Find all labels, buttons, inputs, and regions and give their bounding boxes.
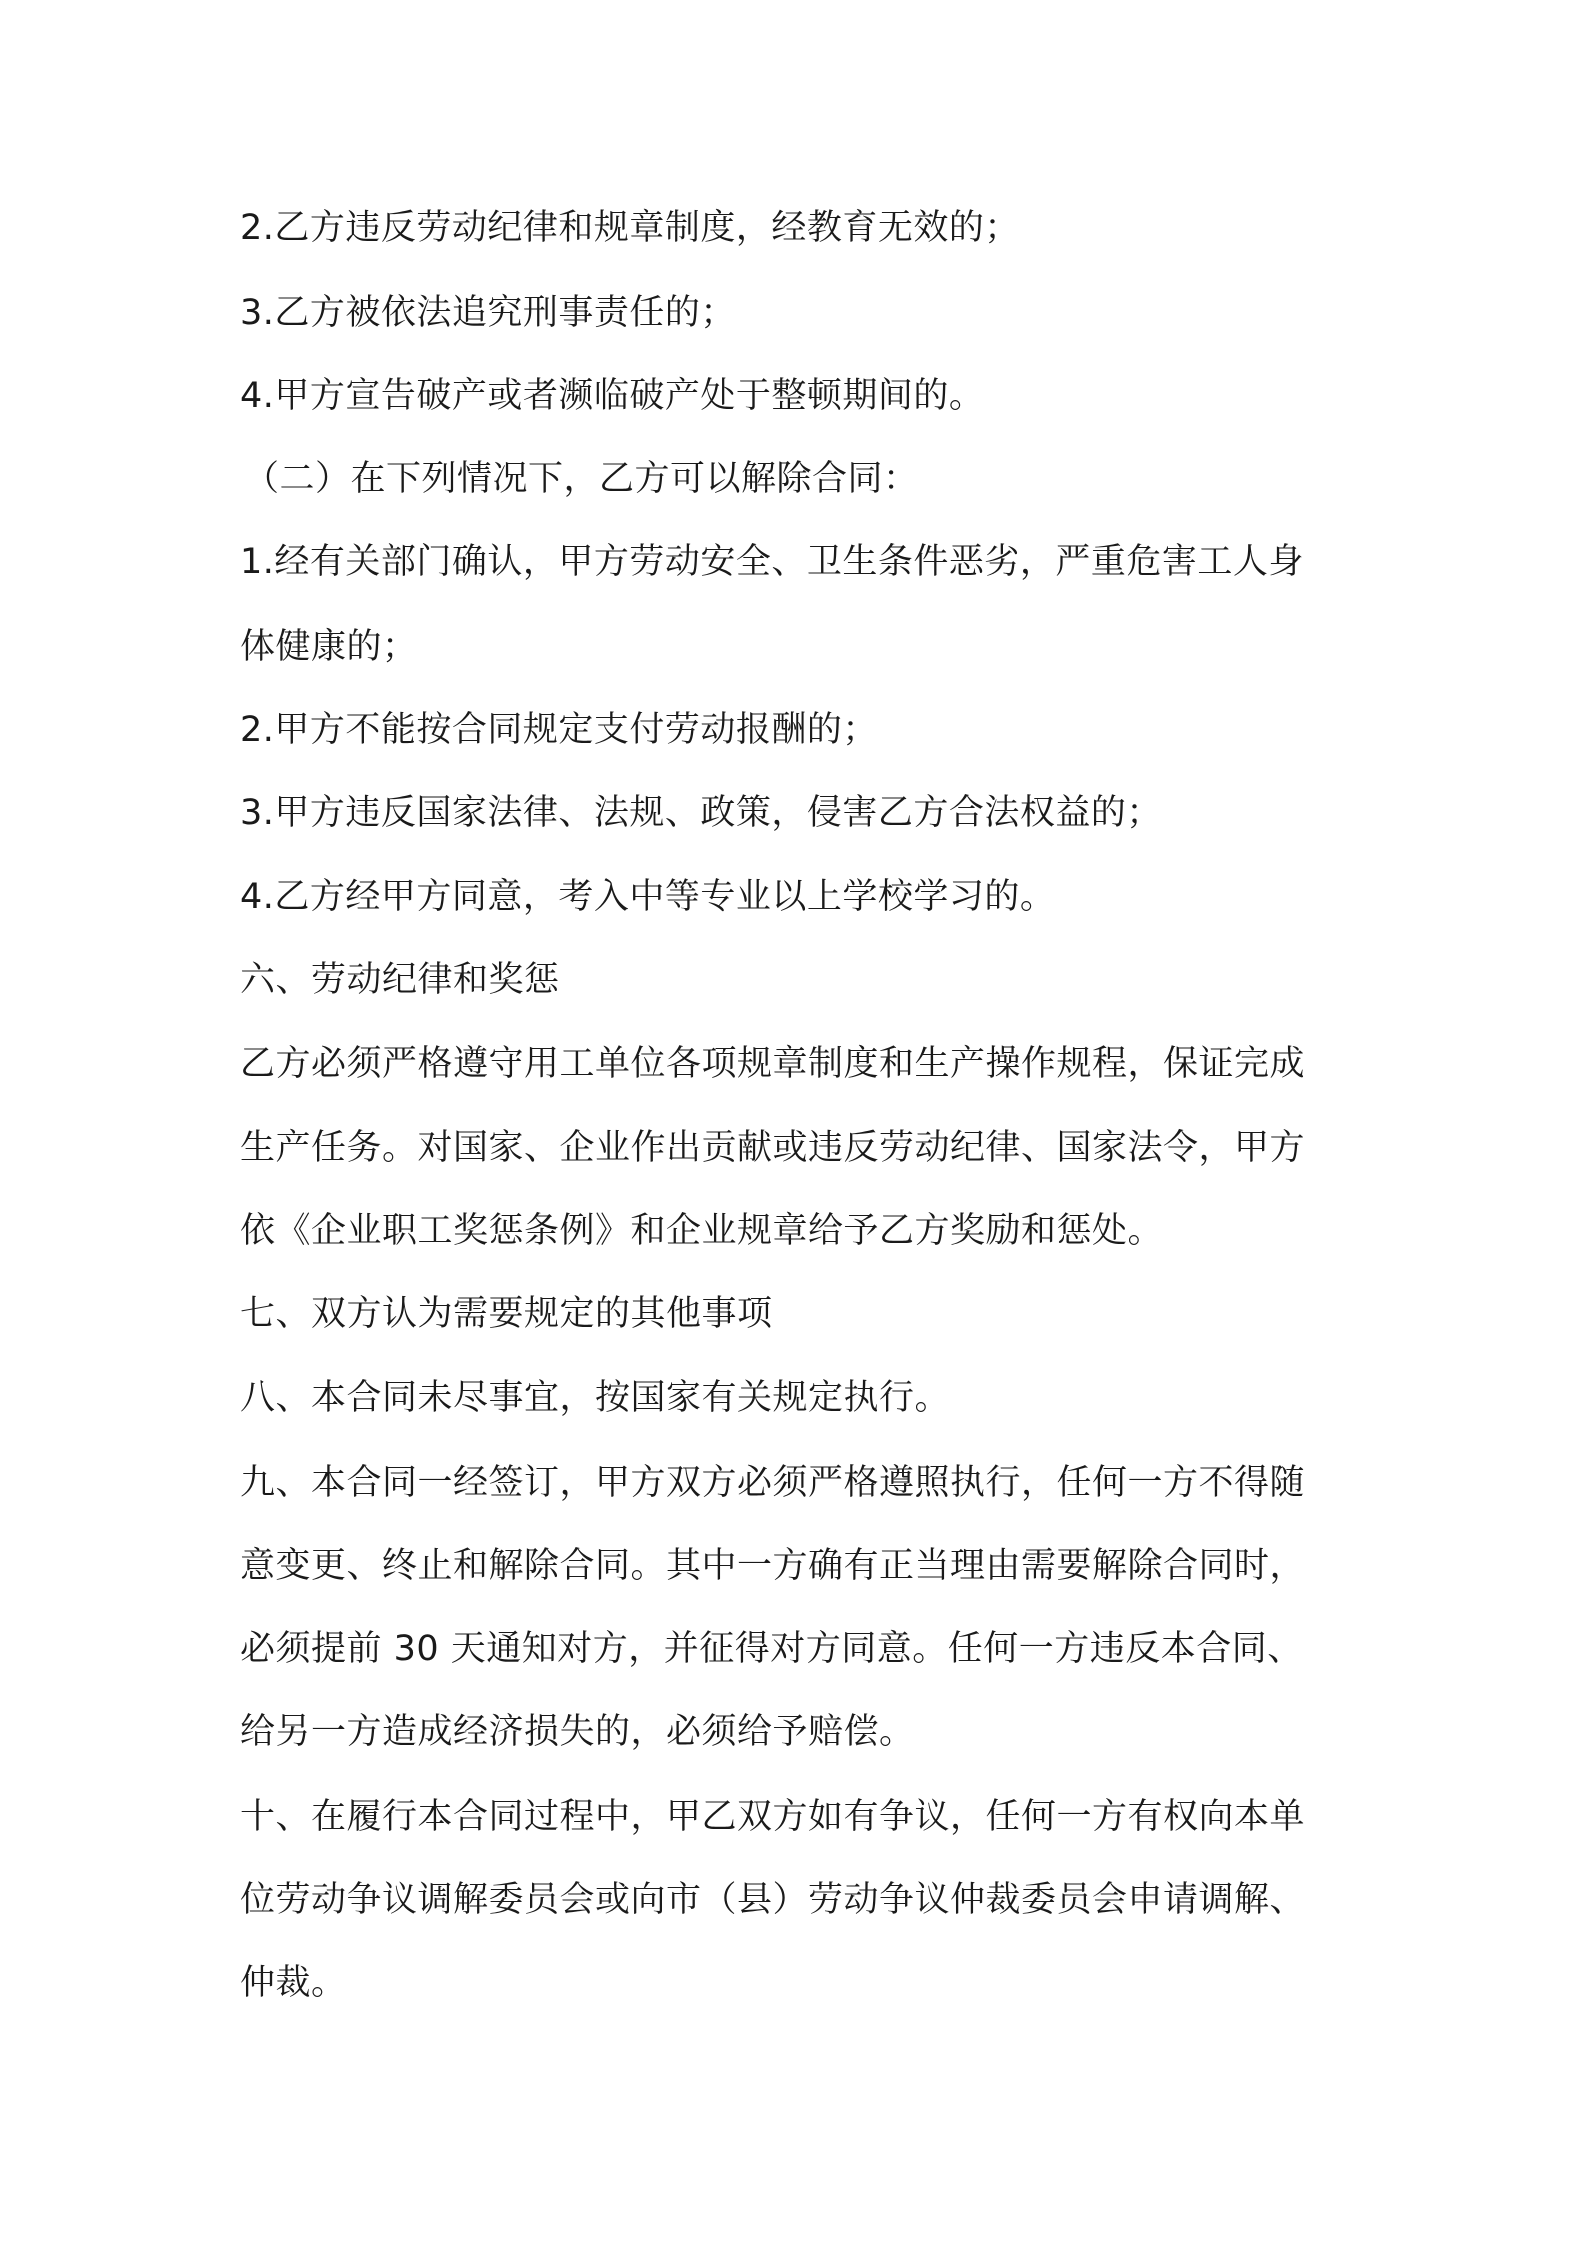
text-line: 依《企业职工奖惩条例》和企业规章给予乙方奖励和惩处。 bbox=[240, 1211, 1164, 1251]
text-line: 给另一方造成经济损失的，必须给予赔偿。 bbox=[240, 1712, 915, 1752]
section-heading: 八、本合同未尽事宜，按国家有关规定执行。 bbox=[240, 1378, 951, 1418]
text-line: 必须提前 30 天通知对方，并征得对方同意。任何一方违反本合同、 bbox=[240, 1629, 1303, 1669]
text-line: （二）在下列情况下，乙方可以解除合同： bbox=[244, 459, 919, 499]
text-line: 仲裁。 bbox=[240, 1963, 347, 2003]
text-line: 十、在履行本合同过程中，甲乙双方如有争议，任何一方有权向本单 bbox=[240, 1797, 1306, 1837]
text-line: 4.甲方宣告破产或者濒临破产处于整顿期间的。 bbox=[240, 376, 985, 416]
text-line: 2.甲方不能按合同规定支付劳动报酬的； bbox=[240, 710, 878, 750]
text-line: 九、本合同一经签订，甲方双方必须严格遵照执行，任何一方不得随 bbox=[240, 1463, 1306, 1503]
text-line: 1.经有关部门确认，甲方劳动安全、卫生条件恶劣，严重危害工人身 bbox=[240, 542, 1304, 582]
text-line: 位劳动争议调解委员会或向市（县）劳动争议仲裁委员会申请调解、 bbox=[240, 1880, 1306, 1920]
text-line: 生产任务。对国家、企业作出贡献或违反劳动纪律、国家法令，甲方 bbox=[240, 1128, 1306, 1168]
text-line: 3.甲方违反国家法律、法规、政策，侵害乙方合法权益的； bbox=[240, 793, 1162, 833]
section-heading: 七、双方认为需要规定的其他事项 bbox=[240, 1294, 773, 1334]
text-line: 意变更、终止和解除合同。其中一方确有正当理由需要解除合同时， bbox=[240, 1546, 1306, 1586]
text-line: 体健康的； bbox=[240, 627, 418, 667]
text-line: 4.乙方经甲方同意，考入中等专业以上学校学习的。 bbox=[240, 877, 1056, 917]
text-line: 乙方必须严格遵守用工单位各项规章制度和生产操作规程，保证完成 bbox=[240, 1044, 1306, 1084]
text-line: 2.乙方违反劳动纪律和规章制度，经教育无效的； bbox=[240, 208, 1020, 248]
section-heading: 六、劳动纪律和奖惩 bbox=[240, 960, 560, 1000]
text-line: 3.乙方被依法追究刑事责任的； bbox=[240, 293, 736, 333]
